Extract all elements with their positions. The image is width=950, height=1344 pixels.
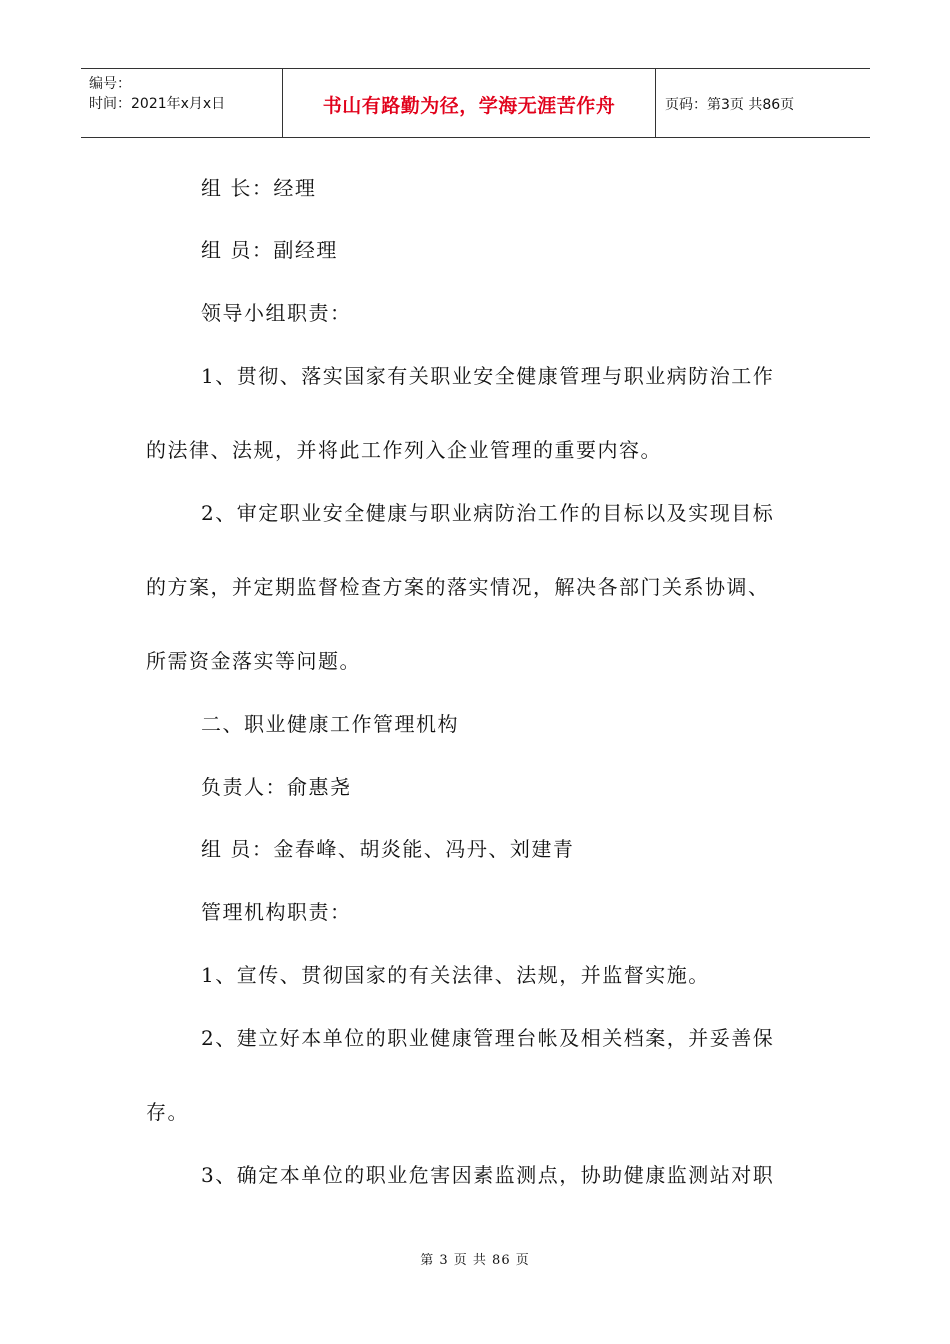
- document-date: 时间：2021年x月x日: [89, 96, 226, 112]
- page-footer: 第 3 页 共 86 页: [420, 1253, 530, 1268]
- body-line: 2、建立好本单位的职业健康管理台帐及相关档案，并妥善保: [201, 1026, 775, 1050]
- section-heading: 二、职业健康工作管理机构: [201, 712, 459, 736]
- body-line: 管理机构职责：: [201, 900, 352, 924]
- body-line: 所需资金落实等问题。: [146, 649, 361, 673]
- body-line: 组 员：副经理: [201, 238, 338, 262]
- header-meta-cell: [81, 69, 282, 137]
- body-line: 1、贯彻、落实国家有关职业安全健康管理与职业病防治工作: [201, 364, 775, 388]
- header-motto-cell: [282, 69, 656, 137]
- body-line: 2、审定职业安全健康与职业病防治工作的目标以及实现目标: [201, 501, 775, 525]
- body-line: 存。: [146, 1100, 189, 1124]
- body-line: 负责人：俞惠尧: [201, 775, 352, 799]
- header-page-info: 页码：第3页 共86页: [665, 97, 795, 113]
- body-line: 的法律、法规，并将此工作列入企业管理的重要内容。: [146, 438, 662, 462]
- document-number: 编号：: [89, 76, 131, 92]
- header-motto: 书山有路勤为径，学海无涯苦作舟: [322, 95, 616, 117]
- document-header: [81, 68, 870, 138]
- body-line: 的方案，并定期监督检查方案的落实情况，解决各部门关系协调、: [146, 575, 770, 599]
- body-line: 组 员：金春峰、胡炎能、冯丹、刘建青: [201, 837, 575, 861]
- body-line: 组 长：经理: [201, 176, 317, 200]
- body-line: 领导小组职责：: [201, 301, 352, 325]
- header-page-cell: [655, 69, 870, 137]
- body-line: 3、确定本单位的职业危害因素监测点，协助健康监测站对职: [201, 1163, 775, 1187]
- body-line: 1、宣传、贯彻国家的有关法律、法规，并监督实施。: [201, 963, 710, 987]
